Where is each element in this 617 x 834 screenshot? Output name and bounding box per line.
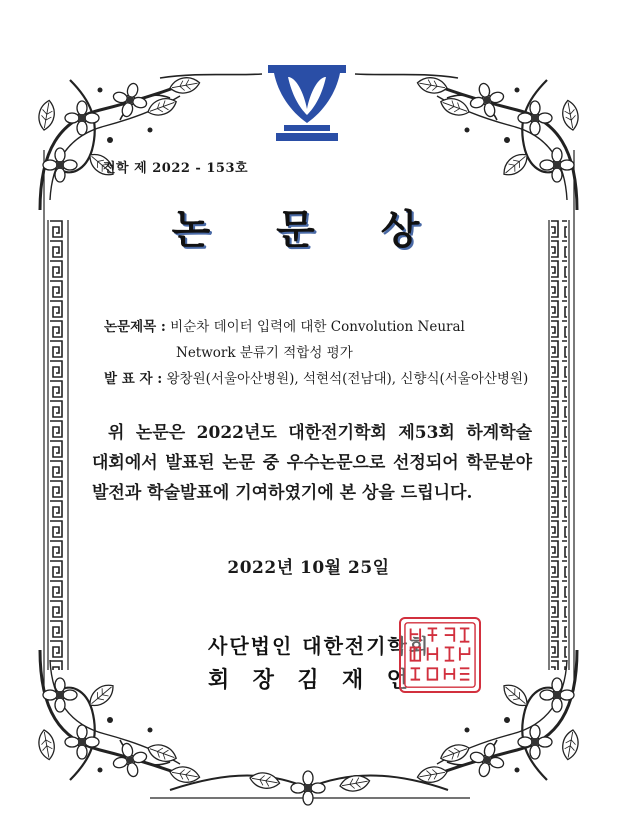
president-char: 김 bbox=[297, 667, 319, 693]
president-char: 언 bbox=[386, 667, 408, 693]
president-char: 재 bbox=[342, 667, 364, 693]
organization-name: 사단법인 대한전기학회 bbox=[208, 634, 431, 658]
official-seal bbox=[399, 617, 481, 693]
paper-title-row bbox=[104, 315, 465, 335]
president-name bbox=[208, 663, 408, 694]
award-date: 2022년 10월 25일 bbox=[227, 558, 390, 578]
presenter-row bbox=[104, 367, 528, 387]
certificate-number: 전학 제 2022 - 153호 bbox=[103, 161, 249, 176]
citation-line: 발전과 학술발표에 기여하였기에 본 상을 드립니다. bbox=[92, 483, 473, 503]
society-logo bbox=[266, 63, 348, 143]
citation-text bbox=[92, 418, 532, 508]
paper-title-line1: 비순차 데이터 입력에 대한 Convolution Neural bbox=[170, 319, 465, 335]
citation-line: 대회에서 발표된 논문 중 우수논문으로 선정되어 학문분야 bbox=[92, 453, 532, 473]
president-char: 장 bbox=[252, 667, 274, 693]
award-title: 논 문 상 bbox=[171, 206, 446, 253]
presenter-names: 왕창원(서울아산병원), 석현석(전남대), 신향식(서울아산병원) bbox=[166, 371, 529, 387]
paper-title-line2: Network 분류기 적합성 평가 bbox=[176, 345, 353, 361]
president-char: 회 bbox=[208, 667, 230, 693]
seal-stamp-graphic bbox=[401, 619, 479, 691]
presenter-label: 발 표 자 : bbox=[104, 371, 163, 387]
citation-line: 위 논문은 2022년도 대한전기학회 제53회 하계학술 bbox=[108, 423, 532, 443]
paper-title-label: 논문제목 : bbox=[104, 319, 166, 335]
